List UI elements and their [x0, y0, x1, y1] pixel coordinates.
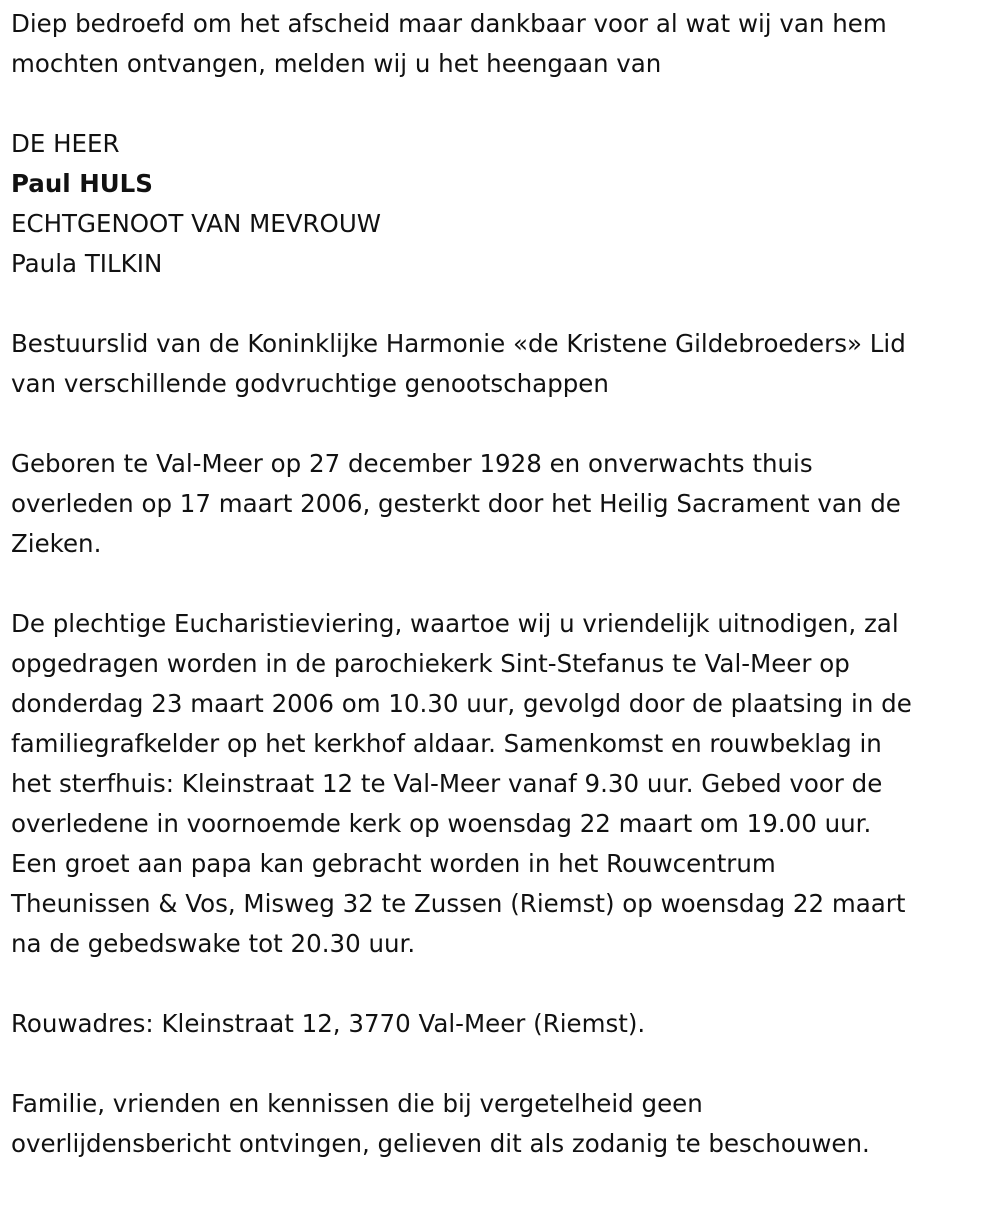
spacer: [11, 84, 978, 124]
closing-paragraph: [11, 1084, 978, 1164]
roles-paragraph: [11, 324, 978, 404]
roles-line: van verschillende godvruchtige genootschappen: [11, 369, 609, 398]
spacer: [11, 564, 978, 604]
birth-death-line: Geboren te Val-Meer op 27 december 1928 en onverwachts thuis: [11, 449, 813, 478]
intro-line: Diep bedroefd om het afscheid maar dankbaar voor al wat wij van hem: [11, 9, 887, 38]
spouse-label: ECHTGENOOT VAN MEVROUW: [11, 209, 382, 238]
ceremony-line: het sterfhuis: Kleinstraat 12 te Val-Meer vanaf 9.30 uur. Gebed voor de: [11, 769, 883, 798]
spacer: [11, 284, 978, 324]
closing-line: Familie, vrienden en kennissen die bij vergetelheid geen: [11, 1089, 703, 1118]
spacer: [11, 1044, 978, 1084]
ceremony-line: opgedragen worden in de parochiekerk Sint-Stefanus te Val-Meer op: [11, 649, 850, 678]
intro-paragraph: [11, 4, 978, 84]
ceremony-line: De plechtige Eucharistieviering, waartoe wij u vriendelijk uitnodigen, zal: [11, 609, 899, 638]
deceased-block: [11, 124, 978, 284]
ceremony-line: familiegrafkelder op het kerkhof aldaar. Samenkomst en rouwbeklag in: [11, 729, 882, 758]
spacer: [11, 964, 978, 1004]
mourning-address: Rouwadres: Kleinstraat 12, 3770 Val-Meer (Riemst).: [11, 1009, 646, 1038]
ceremony-line: Theunissen & Vos, Misweg 32 te Zussen (Riemst) op woensdag 22 maart: [11, 889, 906, 918]
title-line: DE HEER: [11, 129, 120, 158]
ceremony-line: na de gebedswake tot 20.30 uur.: [11, 929, 416, 958]
address-paragraph: [11, 1004, 978, 1044]
ceremony-line: Een groet aan papa kan gebracht worden in het Rouwcentrum: [11, 849, 776, 878]
birth-death-paragraph: [11, 444, 978, 564]
spouse-name: Paula TILKIN: [11, 249, 163, 278]
intro-line: mochten ontvangen, melden wij u het heengaan van: [11, 49, 662, 78]
ceremony-line: donderdag 23 maart 2006 om 10.30 uur, gevolgd door de plaatsing in de: [11, 689, 912, 718]
roles-line: Bestuurslid van de Koninklijke Harmonie «de Kristene Gildebroeders» Lid: [11, 329, 906, 358]
ceremony-line: overledene in voornoemde kerk op woensdag 22 maart om 19.00 uur.: [11, 809, 872, 838]
spacer: [11, 404, 978, 444]
birth-death-line: overleden op 17 maart 2006, gesterkt door het Heilig Sacrament van de: [11, 489, 901, 518]
closing-line: overlijdensbericht ontvingen, gelieven dit als zodanig te beschouwen.: [11, 1129, 870, 1158]
birth-death-line: Zieken.: [11, 529, 102, 558]
ceremony-paragraph: [11, 604, 978, 964]
deceased-name: Paul HULS: [11, 169, 153, 198]
